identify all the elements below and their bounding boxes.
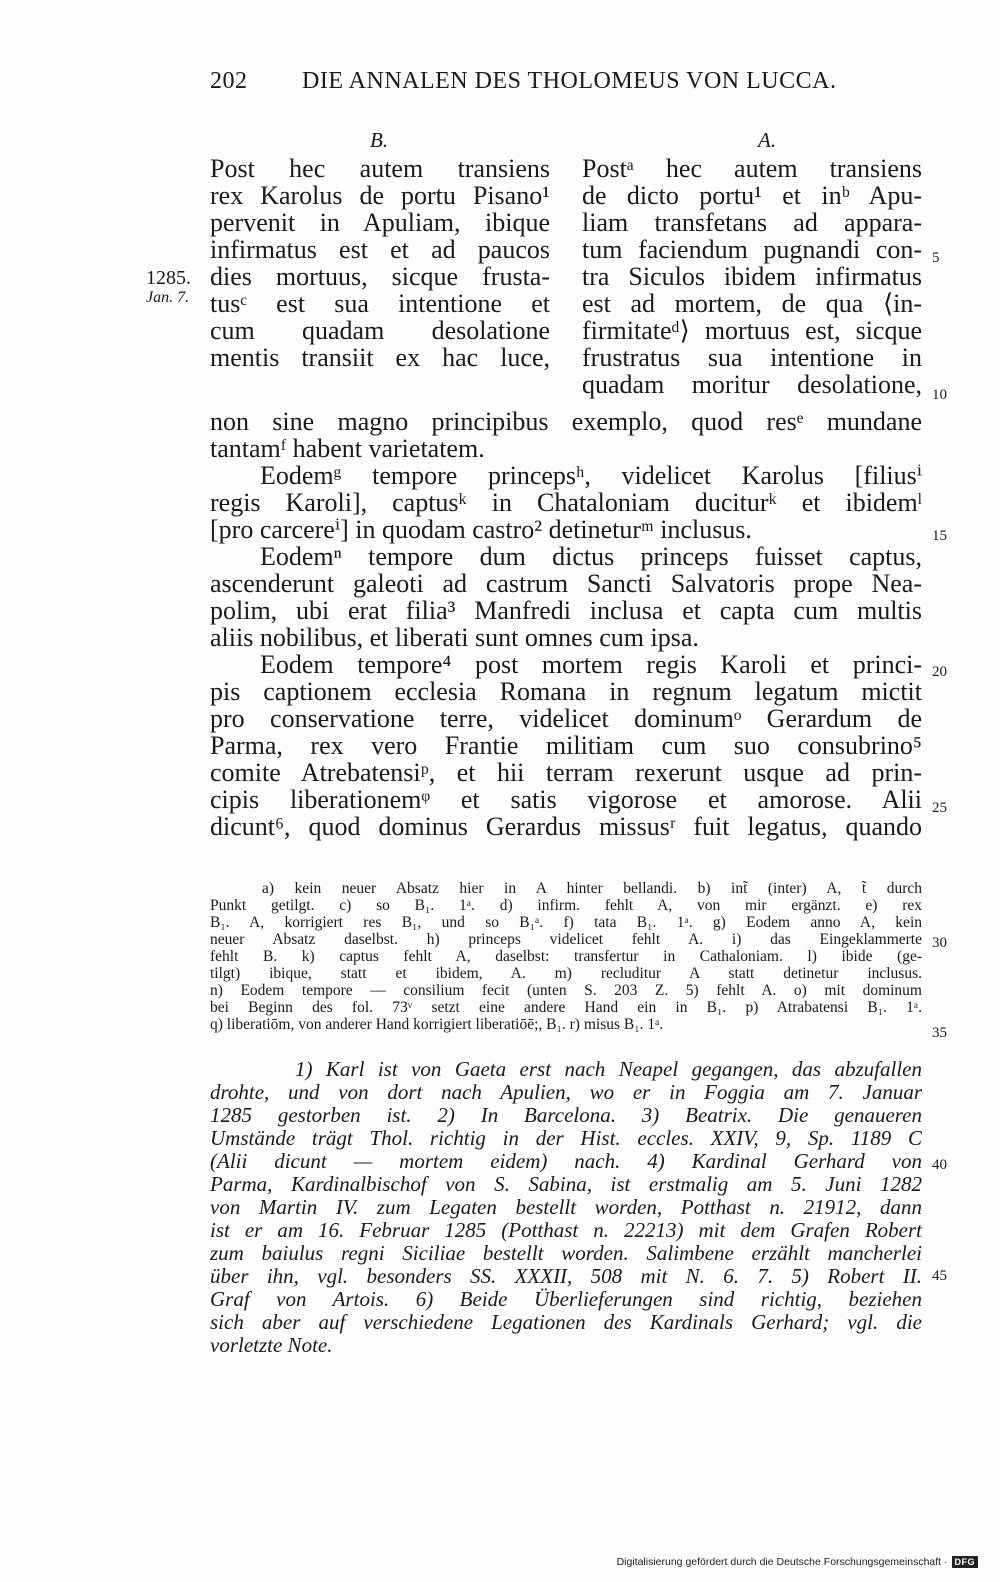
- column-a-text: [582, 155, 922, 398]
- footnote-line: (Alii dicunt — mortem eidem) nach. 4) Kardinal Gerhard von: [210, 1149, 922, 1173]
- main-text-line: Parma, rex vero Frantie militiam cum suo consubrino⁵: [210, 731, 922, 760]
- column-b-line: dies mortuus, sicque frusta-: [210, 262, 550, 291]
- dfg-logo: DFG: [952, 1556, 979, 1568]
- column-b-line: mentis transiit ex hac luce,: [210, 343, 550, 372]
- main-text: [210, 408, 922, 840]
- footnotes: [210, 1058, 922, 1357]
- apparatus-line: q) liberatiōm, von anderer Hand korrigiert liberatiōē;, B₁. r) misus B₁. 1ᵃ.: [210, 1016, 664, 1033]
- line-number: 30: [932, 935, 947, 951]
- line-number: 20: [932, 664, 947, 680]
- footnote-line: ist er am 16. Februar 1285 (Potthast n. 22213) mit dem Grafen Robert: [210, 1218, 922, 1242]
- main-text-line: dicunt⁶, quod dominus Gerardus missusʳ fuit legatus, quando: [210, 812, 922, 841]
- margin-date-year: 1285.: [146, 267, 191, 289]
- apparatus-line: fehlt B. k) captus fehlt A, daselbst: transfertur in Cathaloniam. l) ibide (ge-: [210, 948, 922, 965]
- apparatus-line: B₁. A, korrigiert res B₁, und so B₁ᵃ. f) tata B₁. 1ᵃ. g) Eodem anno A, kein: [210, 914, 922, 931]
- main-text-line: Eodemᵍ tempore princepsʰ, videlicet Karolus [filiusⁱ: [260, 461, 922, 490]
- column-b-line: cum quadam desolatione: [210, 316, 550, 345]
- apparatus-line: n) Eodem tempore — consilium fecit (unten S. 203 Z. 5) fehlt A. o) mit dominum: [210, 982, 922, 999]
- column-label-b: B.: [370, 128, 389, 152]
- critical-apparatus: [210, 880, 922, 1033]
- main-text-line: pis captionem ecclesia Romana in regnum legatum mictit: [210, 677, 922, 706]
- apparatus-line: bei Beginn des fol. 73ᵛ setzt eine andere Hand ein in B₁. p) Atrabatensi B₁. 1ᵃ.: [210, 999, 922, 1016]
- line-number: 10: [932, 387, 947, 403]
- main-text-line: pro conservatione terre, videlicet dominumᵒ Gerardum de: [210, 704, 922, 733]
- page-number: 202: [210, 68, 248, 94]
- line-number: 15: [932, 528, 947, 544]
- footnote-line: Parma, Kardinalbischof von S. Sabina, ist erstmalig am 5. Juni 1282: [210, 1172, 922, 1196]
- column-a-line: tra Siculos ibidem infirmatus: [582, 262, 922, 291]
- main-text-line: regis Karoli], captusᵏ in Chataloniam duciturᵏ et ibidemˡ: [210, 488, 922, 517]
- main-text-line: Eodem tempore⁴ post mortem regis Karoli et princi-: [260, 650, 922, 679]
- footnote-line: zum baiulus regni Siciliae bestellt worden. Salimbene erzählt mancherlei: [210, 1241, 922, 1265]
- column-a-line: tum faciendum pugnandi con-: [582, 235, 922, 264]
- line-number: 25: [932, 800, 947, 816]
- main-text-line: non sine magno principibus exemplo, quod resᵉ mundane: [210, 407, 922, 436]
- line-number: 5: [932, 250, 940, 266]
- footnote-line: vorletzte Note.: [210, 1333, 333, 1357]
- footnote-line: Graf von Artois. 6) Beide Überlieferungen sind richtig, beziehen: [210, 1287, 922, 1311]
- apparatus-line: neuer Absatz daselbst. h) princeps videlicet fehlt A. i) das Eingeklammerte: [210, 931, 922, 948]
- column-a-line: liam transfetans ad appara-: [582, 208, 922, 237]
- line-number: 35: [932, 1025, 947, 1041]
- footnote-line: über ihn, vgl. besonders SS. XXXII, 508 mit N. 6. 7. 5) Robert II.: [210, 1264, 922, 1288]
- column-a-line: frustratus sua intentione in: [582, 343, 922, 372]
- column-a-line: quadam moritur desolatione,: [582, 370, 922, 399]
- footnote-line: 1) Karl ist von Gaeta erst nach Neapel gegangen, das abzufallen: [295, 1057, 922, 1081]
- footnote-line: sich aber auf verschiedene Legationen des Kardinals Gerhard; vgl. die: [210, 1310, 922, 1334]
- column-b-line: Post hec autem transiens: [210, 154, 550, 183]
- main-text-line: cipis liberationemᵠ et satis vigorose et amorose. Alii: [210, 785, 922, 814]
- footer-text: Digitalisierung gefördert durch die Deutsche Forschungsgemeinschaft ·: [616, 1556, 948, 1568]
- line-number: 45: [932, 1268, 947, 1284]
- column-label-a: A.: [758, 128, 777, 152]
- footnote-line: von Martin IV. zum Legaten bestellt worden, Potthast n. 21912, dann: [210, 1195, 922, 1219]
- column-a-line: de dicto portu¹ et inᵇ Apu-: [582, 181, 922, 210]
- column-b-line: pervenit in Apuliam, ibique: [210, 208, 550, 237]
- footnote-line: Umstände trägt Thol. richtig in der Hist. eccles. XXIV, 9, Sp. 1189 C: [210, 1126, 922, 1150]
- column-b-line: rex Karolus de portu Pisano¹: [210, 181, 550, 210]
- main-text-line: ascenderunt galeoti ad castrum Sancti Salvatoris prope Nea-: [210, 569, 922, 598]
- main-text-line: comite Atrebatensiᵖ, et hii terram rexerunt usque ad prin-: [210, 758, 922, 787]
- column-a-line: firmitateᵈ⟩ mortuus est, sicque: [582, 316, 922, 345]
- main-text-line: tantamᶠ habent varietatem.: [210, 434, 485, 463]
- main-text-line: [pro carcereⁱ] in quodam castro² detineturᵐ inclusus.: [210, 515, 752, 544]
- main-text-line: aliis nobilibus, et liberati sunt omnes cum ipsa.: [210, 623, 699, 652]
- line-number: 40: [932, 1157, 947, 1173]
- margin-date: [146, 268, 191, 308]
- column-a-line: est ad mortem, de qua ⟨in-: [582, 289, 922, 318]
- column-b-line: infirmatus est et ad paucos: [210, 235, 550, 264]
- apparatus-line: a) kein neuer Absatz hier in A hinter bellandi. b) int̃ (inter) A, t̃ durch: [262, 880, 922, 897]
- margin-date-day: Jan. 7.: [146, 289, 190, 306]
- digitization-footer: [617, 1556, 978, 1568]
- main-text-line: polim, ubi erat filia³ Manfredi inclusa et capta cum multis: [210, 596, 922, 625]
- footnote-line: 1285 gestorben ist. 2) In Barcelona. 3) Beatrix. Die genaueren: [210, 1103, 922, 1127]
- footnote-line: drohte, und von dort nach Apulien, wo er in Foggia am 7. Januar: [210, 1080, 922, 1104]
- column-a-line: Postᵃ hec autem transiens: [582, 154, 922, 183]
- column-b-text: [210, 155, 550, 371]
- column-b-line: tusᶜ est sua intentione et: [210, 289, 550, 318]
- main-text-line: Eodemⁿ tempore dum dictus princeps fuisset captus,: [260, 542, 922, 571]
- apparatus-line: tilgt) ibique, statt et ibidem, A. m) recluditur A statt detinetur inclusus.: [210, 965, 922, 982]
- running-title: DIE ANNALEN DES THOLOMEUS VON LUCCA.: [302, 68, 837, 94]
- apparatus-line: Punkt getilgt. c) so B₁. 1ᵃ. d) infirm. fehlt A, von mir ergänzt. e) rex: [210, 897, 922, 914]
